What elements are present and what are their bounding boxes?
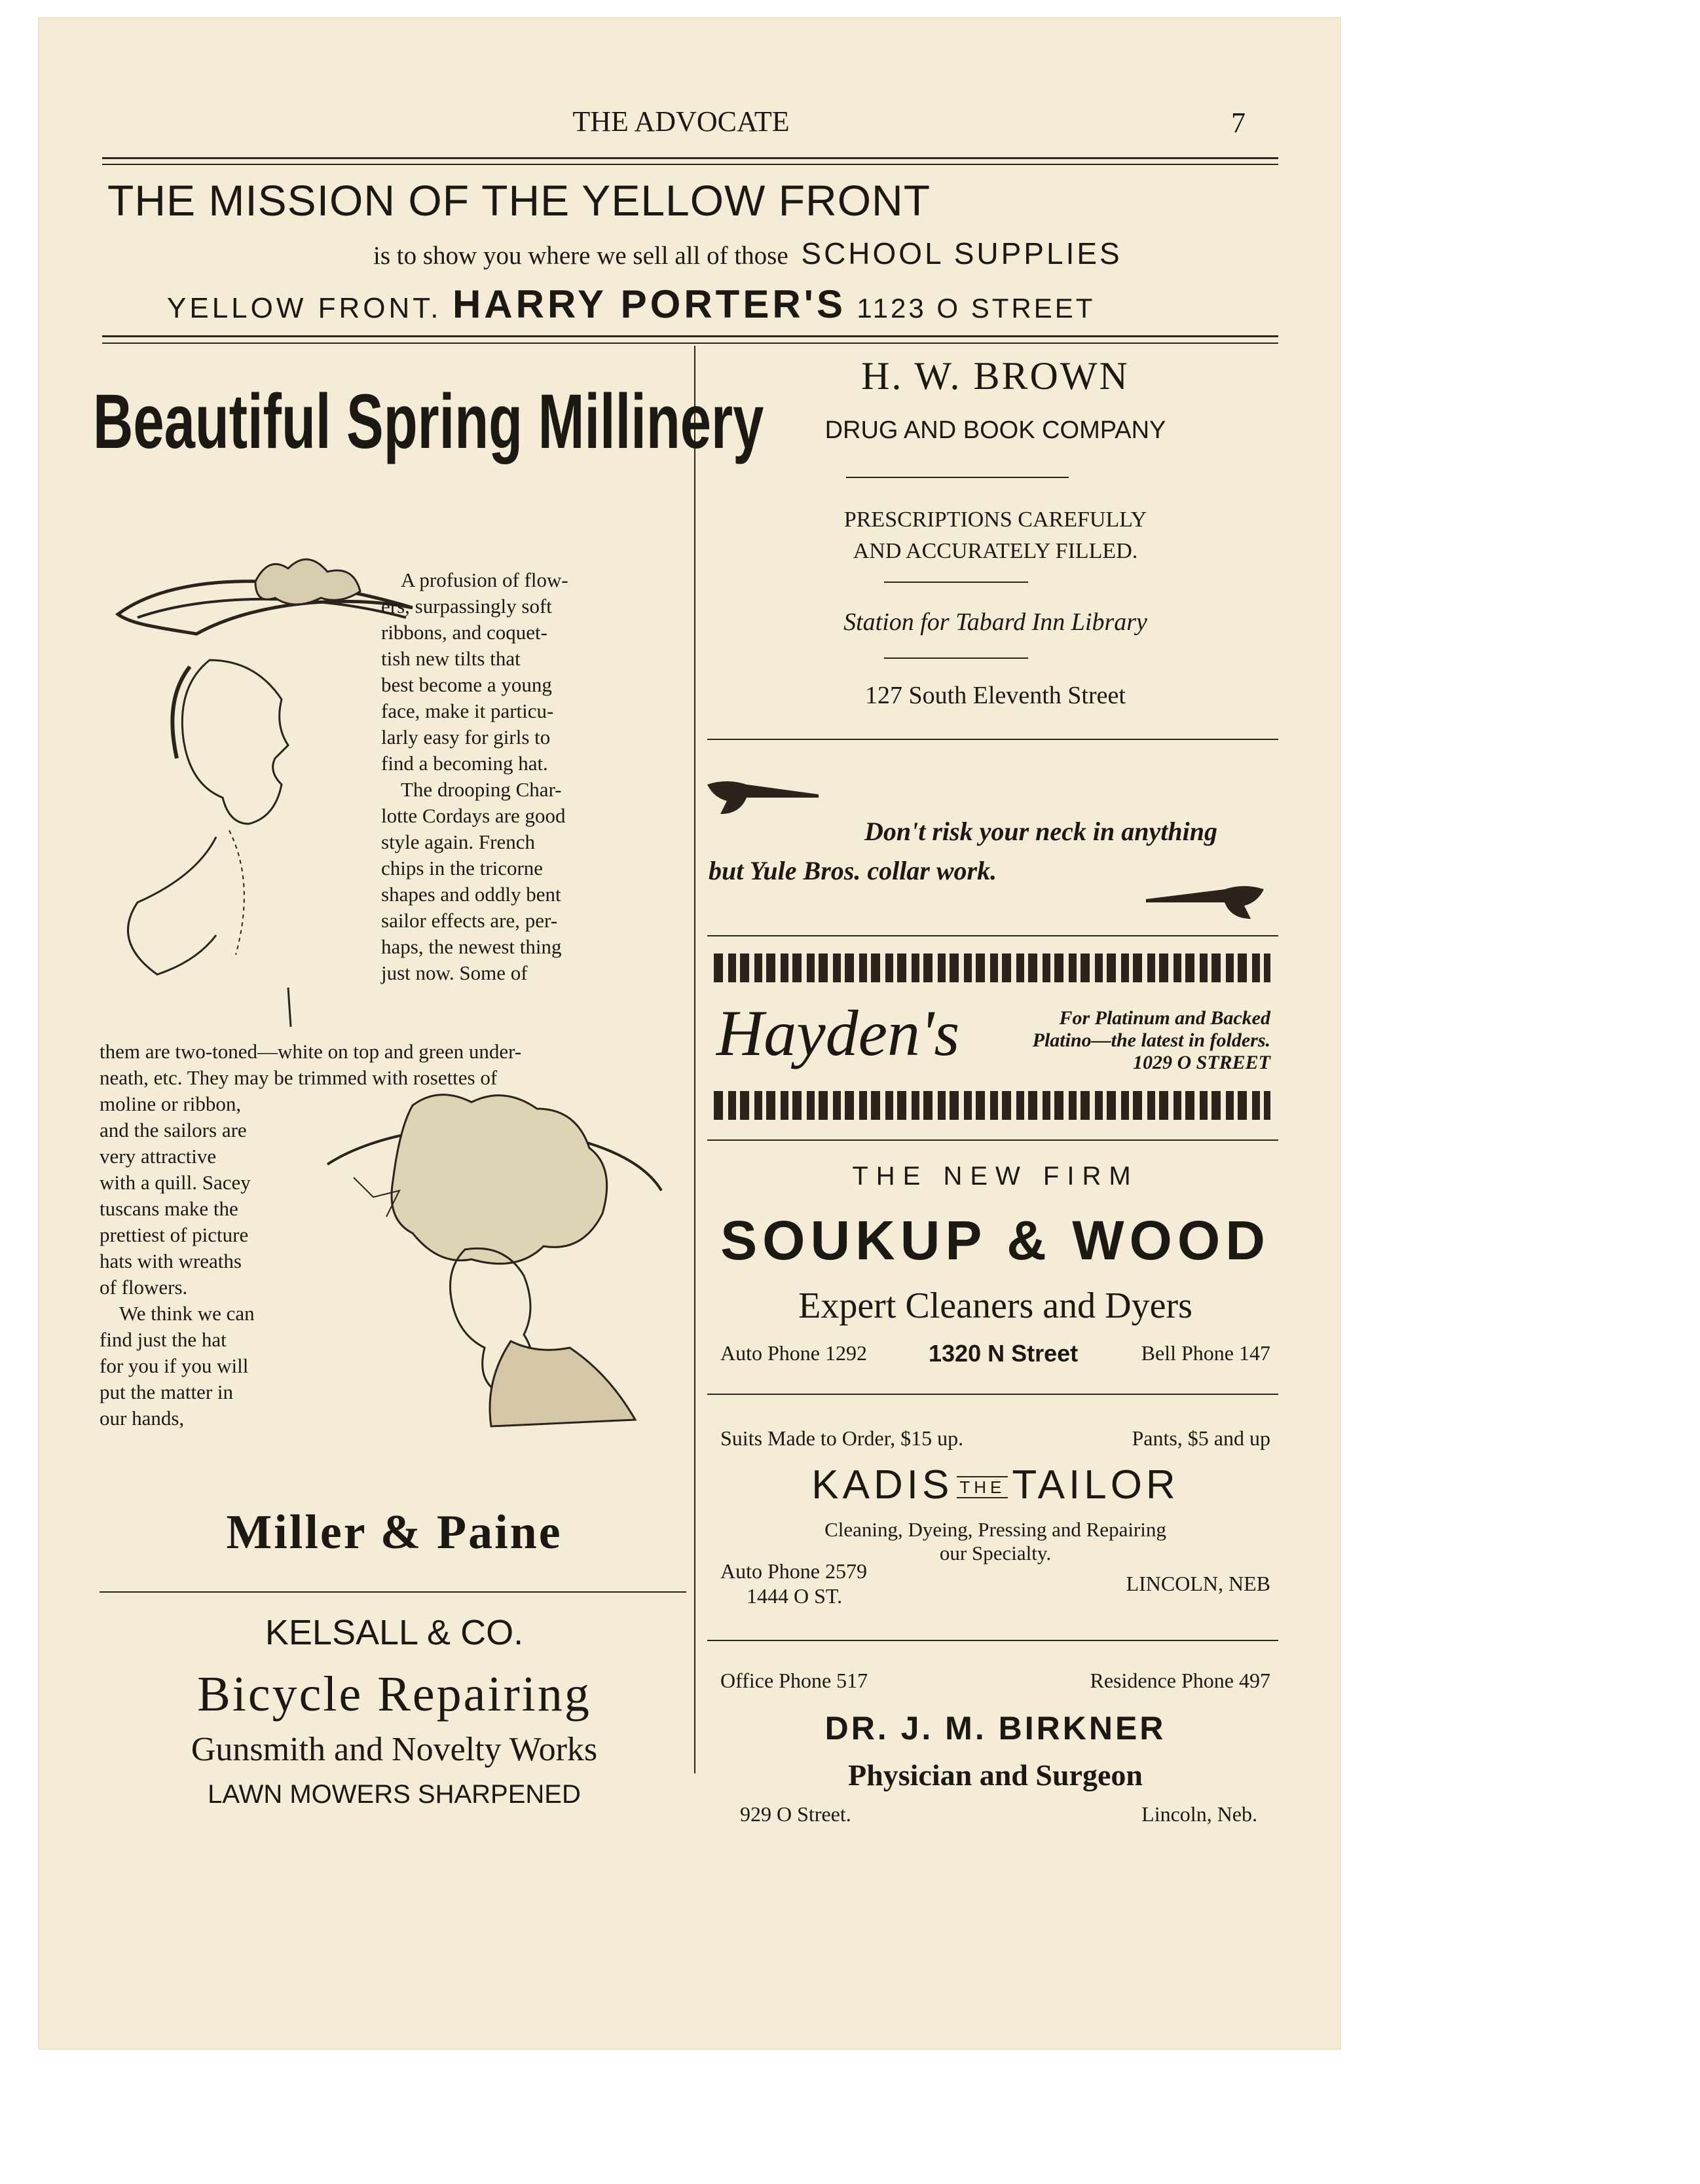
hayden-line: Platino—the latest in folders. — [1032, 1029, 1270, 1051]
kadis-name-a: KADIS — [811, 1462, 953, 1508]
kelsall-name: KELSALL & CO. — [265, 1613, 524, 1652]
page-number: 7 — [1231, 107, 1246, 139]
millinery-line: them are two-toned—white on top and green under- — [100, 1040, 522, 1063]
brown-rule-4 — [707, 739, 1278, 740]
kadis-suits: Suits Made to Order, $15 up. — [720, 1426, 964, 1450]
birkner-title: Physician and Surgeon — [848, 1758, 1143, 1792]
millinery-line: tuscans make the — [100, 1197, 238, 1220]
millinery-line: ribbons, and coquet- — [381, 621, 547, 644]
soukup-name: SOUKUP & WOOD — [720, 1210, 1270, 1271]
section-rule-1 — [102, 335, 1278, 337]
kadis-pants: Pants, $5 and up — [1132, 1426, 1270, 1450]
millinery-line: We think we can — [119, 1302, 255, 1325]
header-rule-1 — [102, 157, 1278, 159]
birkner-residence-phone: Residence Phone 497 — [1090, 1669, 1270, 1692]
miller-paine-signature: Miller & Paine — [226, 1506, 563, 1559]
yellow-front-headline: THE MISSION OF THE YELLOW FRONT — [107, 176, 931, 225]
harry-porters: HARRY PORTER'S — [452, 282, 846, 326]
birkner-location — [720, 1802, 1257, 1831]
yule-rule — [707, 935, 1278, 936]
millinery-line: chips in the tricorne — [381, 857, 544, 879]
hayden-border-bottom — [714, 1091, 1270, 1120]
millinery-line: shapes and oddly bent — [381, 883, 561, 906]
soukup-phone-right: Bell Phone 147 — [1141, 1341, 1270, 1365]
birkner-phones — [720, 1669, 1270, 1697]
millinery-wide-lines — [100, 1039, 665, 1091]
millinery-line: ers, surpassingly soft — [381, 595, 552, 618]
kelsall-line2: Gunsmith and Novelty Works — [191, 1731, 598, 1768]
millinery-paragraph-1 — [381, 567, 664, 986]
kadis-city: LINCOLN, NEB — [1126, 1572, 1270, 1595]
lady-hat-illustration-2 — [314, 1092, 681, 1433]
soukup-address: 1320 N Street — [929, 1340, 1079, 1367]
school-supplies: SCHOOL SUPPLIES — [801, 236, 1122, 270]
millinery-line: haps, the newest thing — [381, 935, 562, 958]
millinery-line: and the sailors are — [100, 1119, 247, 1141]
kadis-phone: Auto Phone 2579 — [720, 1559, 867, 1583]
section-rule-2 — [102, 342, 1278, 344]
brown-station: Station for Tabard Inn Library — [843, 608, 1147, 636]
brown-rule-1 — [846, 477, 1069, 478]
kadis-name-the: THE — [957, 1476, 1008, 1498]
kadis-street: 1444 O ST. — [747, 1584, 843, 1608]
kadis-name-b: TAILOR — [1012, 1462, 1179, 1508]
millinery-line: The drooping Char- — [401, 778, 562, 801]
kadis-name — [720, 1462, 1270, 1508]
masthead: THE ADVOCATE — [572, 105, 790, 138]
millinery-line: tish new tilts that — [381, 647, 521, 670]
newspaper-page — [39, 18, 1340, 2048]
brown-address: 127 South Eleventh Street — [865, 682, 1126, 709]
millinery-line: with a quill. Sacey — [100, 1171, 251, 1194]
kelsall-line3: LAWN MOWERS SHARPENED — [208, 1780, 581, 1809]
millinery-narrow-lines — [100, 1091, 303, 1432]
millinery-line: our hands, — [100, 1407, 185, 1430]
brown-rx-line: AND ACCURATELY FILLED. — [853, 539, 1138, 563]
millinery-title: Beautiful Spring Millinery — [93, 379, 764, 465]
millinery-line: find just the hat — [100, 1328, 227, 1351]
hayden-line: 1029 O STREET — [1132, 1052, 1270, 1073]
millinery-line: for you if you will — [100, 1354, 249, 1377]
millinery-line: very attractive — [100, 1145, 217, 1168]
millinery-line: style again. French — [381, 830, 536, 853]
yule-line1: Don't risk your neck in anything — [864, 817, 1218, 846]
millinery-line: lotte Cordays are good — [381, 804, 566, 827]
brown-rx-line: PRESCRIPTIONS CAREFULLY — [843, 508, 1147, 532]
brown-name: H. W. BROWN — [861, 354, 1130, 398]
yule-line2: but Yule Bros. collar work. — [709, 856, 997, 885]
yellow-front-address: 1123 O STREET — [857, 293, 1096, 324]
yellow-front-line3 — [167, 282, 1095, 327]
millinery-line: A profusion of flow- — [401, 568, 568, 591]
millinery-line: hats with wreaths — [100, 1249, 242, 1272]
soukup-rule — [707, 1394, 1278, 1395]
brown-rule-2 — [884, 582, 1028, 583]
birkner-city: Lincoln, Neb. — [1141, 1802, 1257, 1826]
soukup-kicker: THE NEW FIRM — [852, 1162, 1139, 1191]
kadis-services-line: Cleaning, Dyeing, Pressing and Repairing — [824, 1518, 1166, 1541]
soukup-contact — [720, 1341, 1270, 1374]
millinery-line: prettiest of picture — [100, 1223, 249, 1246]
millinery-line: sailor effects are, per- — [381, 909, 558, 932]
yellow-front-line2-text: is to show you where we sell all of those — [373, 242, 788, 270]
brown-rule-3 — [884, 657, 1028, 659]
millinery-line: best become a young — [381, 673, 552, 696]
millinery-line: just now. Some of — [381, 961, 528, 984]
pointing-hand-icon — [707, 771, 825, 817]
kadis-services-line: our Specialty. — [939, 1542, 1052, 1564]
millinery-line: face, make it particu- — [381, 699, 554, 722]
hayden-line: For Platinum and Backed — [1059, 1007, 1270, 1029]
pointing-hand-right-icon — [1139, 876, 1264, 922]
birkner-address: 929 O Street. — [740, 1802, 851, 1826]
kadis-contact — [720, 1559, 867, 1608]
brown-company: DRUG AND BOOK COMPANY — [824, 416, 1166, 444]
yellow-front-label: YELLOW FRONT. — [167, 292, 442, 324]
hayden-rule — [707, 1139, 1278, 1141]
birkner-office-phone: Office Phone 517 — [720, 1669, 868, 1692]
soukup-tagline: Expert Cleaners and Dyers — [798, 1286, 1192, 1326]
birkner-name: DR. J. M. BIRKNER — [824, 1710, 1166, 1747]
hayden-border-top — [714, 953, 1270, 982]
soukup-phone-left: Auto Phone 1292 — [720, 1341, 867, 1365]
yellow-front-line2 — [373, 236, 1122, 271]
millinery-line: put the matter in — [100, 1380, 234, 1403]
millinery-line: neath, etc. They may be trimmed with rosettes of — [100, 1066, 498, 1089]
kadis-rule — [707, 1640, 1278, 1641]
column-divider — [694, 346, 695, 1773]
millinery-line: moline or ribbon, — [100, 1092, 242, 1115]
hayden-details — [1002, 1007, 1270, 1074]
millinery-line: of flowers. — [100, 1276, 188, 1299]
millinery-line: larly easy for girls to — [381, 726, 551, 749]
miller-rule — [100, 1591, 686, 1593]
brown-prescriptions — [720, 504, 1270, 567]
hayden-name: Hayden's — [716, 997, 960, 1069]
kelsall-service: Bicycle Repairing — [197, 1667, 591, 1722]
millinery-line: find a becoming hat. — [381, 752, 548, 775]
kadis-prices — [720, 1426, 1270, 1455]
header-rule-2 — [102, 164, 1278, 165]
